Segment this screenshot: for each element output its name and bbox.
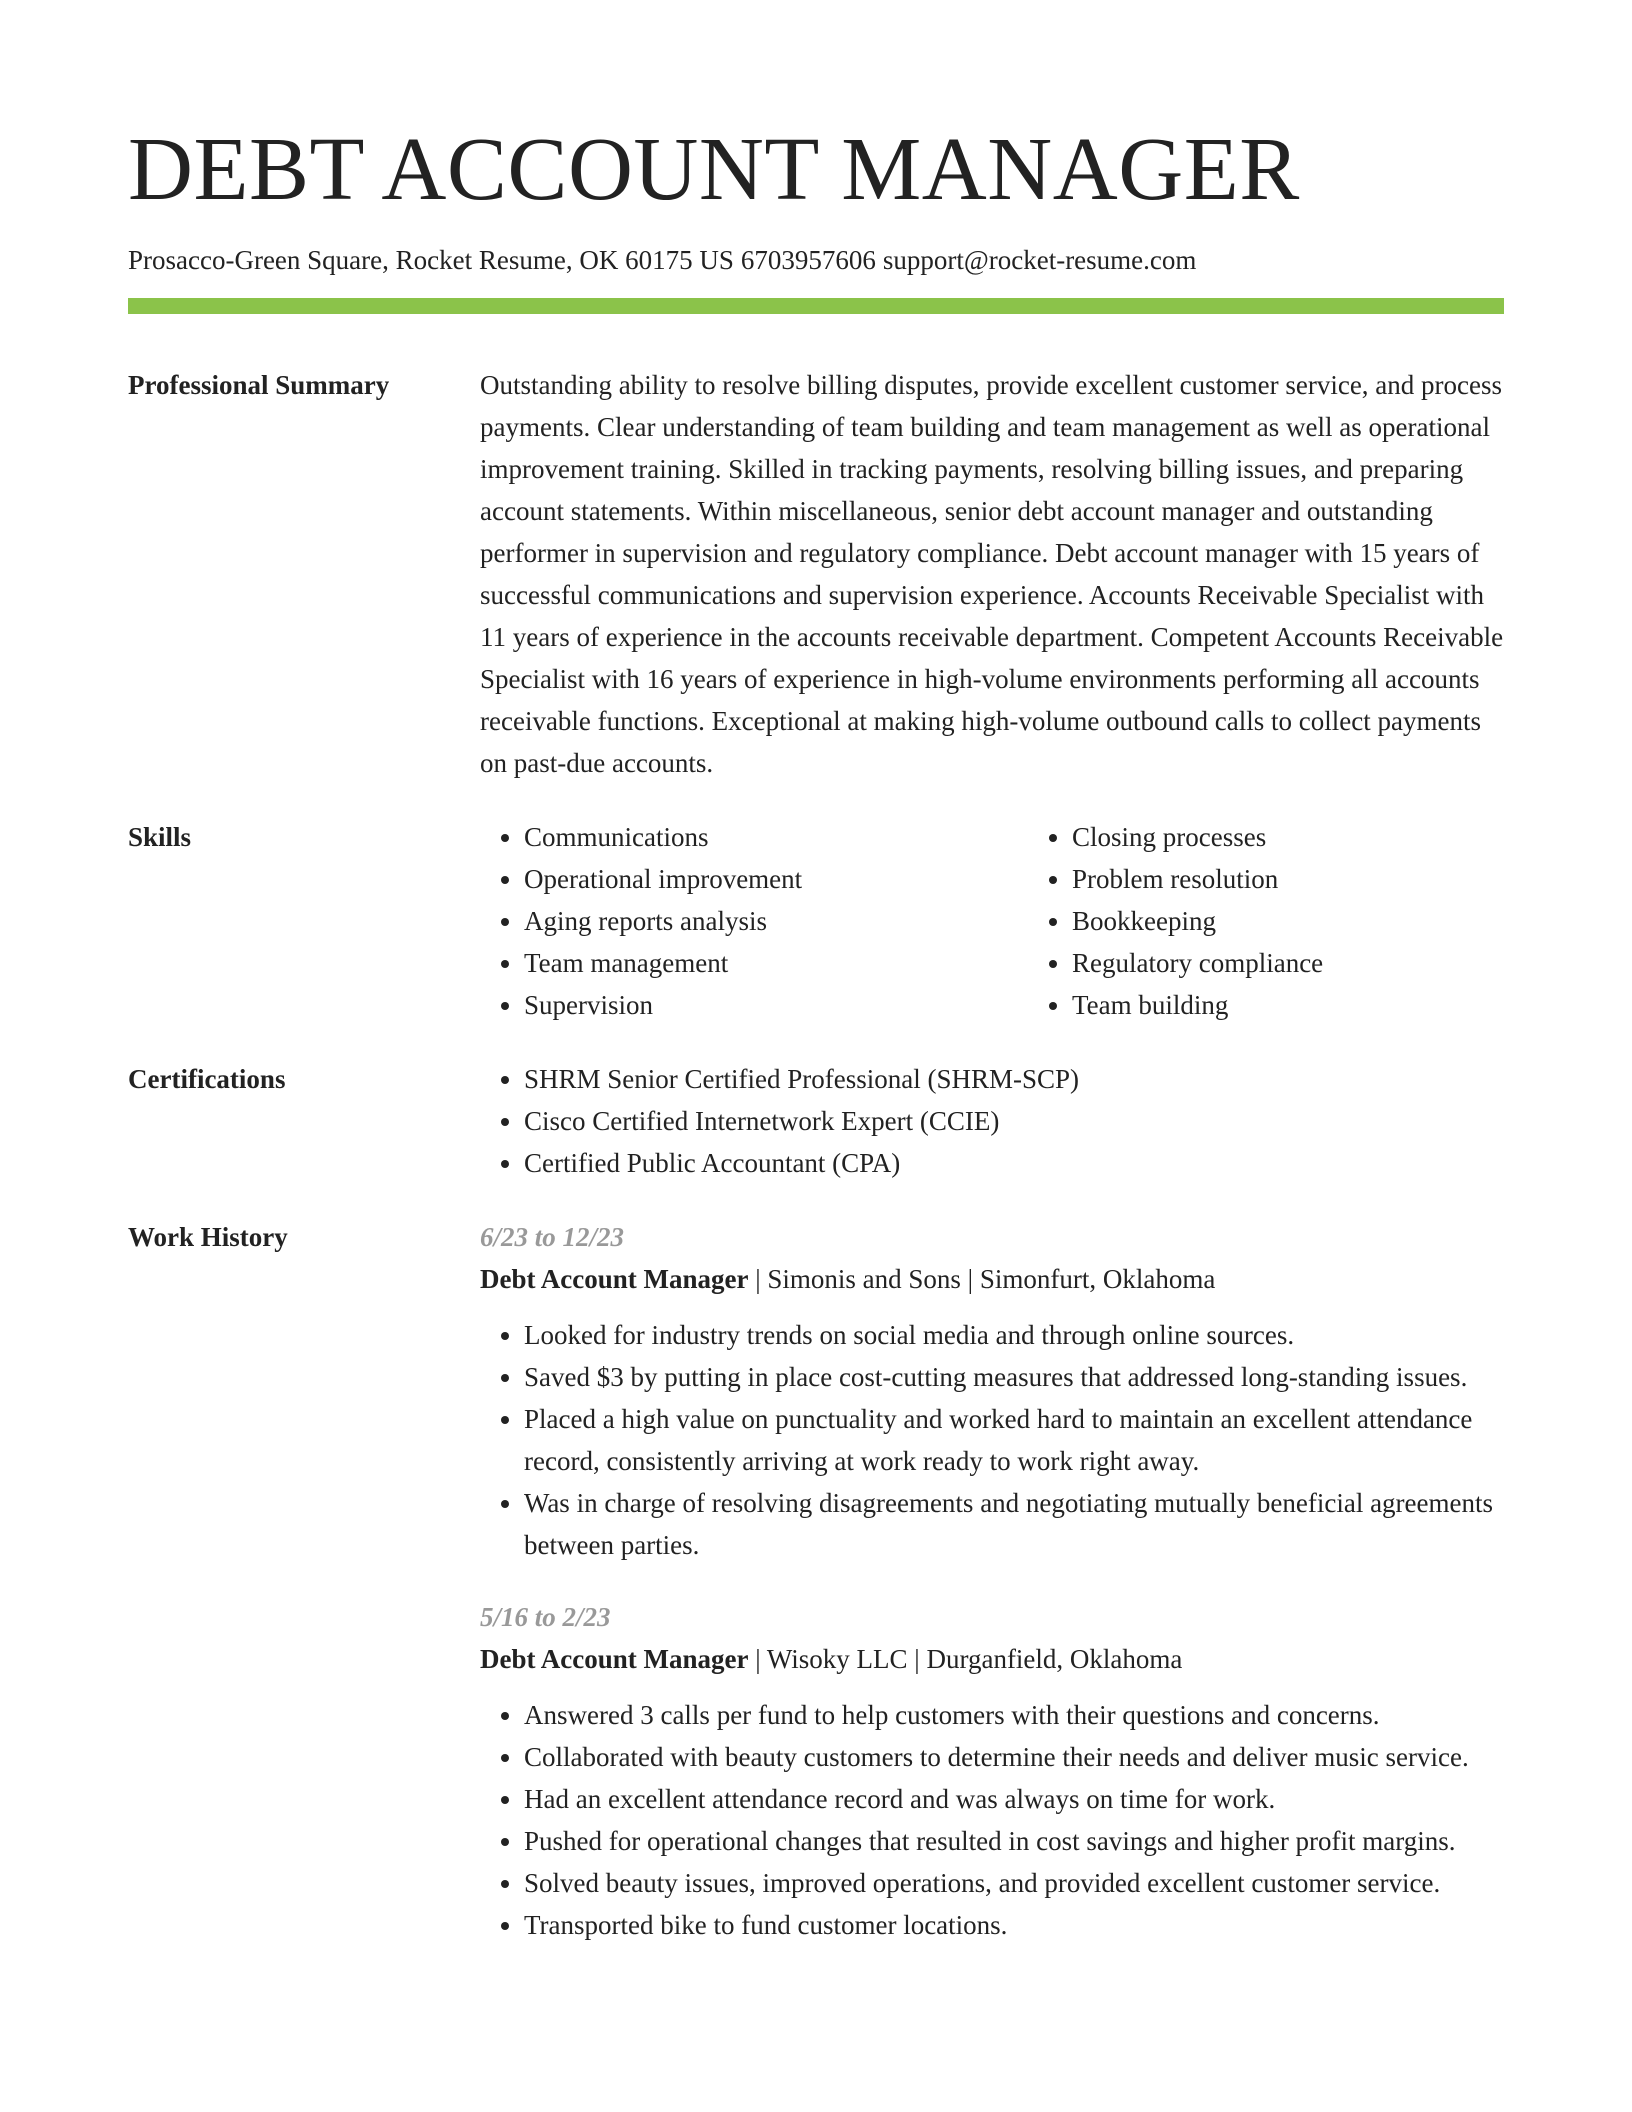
skills-list-right (1028, 816, 1576, 1026)
summary-section (128, 364, 1504, 784)
job-heading: Debt Account Manager | Simonis and Sons | Simonfurt, Oklahoma (480, 1264, 1216, 1294)
job-bullet: • Looked for industry trends on social media and through online sources. (524, 1314, 1504, 1356)
certifications-list (480, 1058, 1504, 1184)
job-bullet: • Solved beauty issues, improved operations, and provided excellent customer service. (524, 1862, 1504, 1904)
job-bullets (480, 1694, 1504, 1946)
certification-item: • Cisco Certified Internetwork Expert (CCIE) (524, 1100, 1504, 1142)
skill-item: • Team building (1072, 984, 1576, 1026)
certification-item: • SHRM Senior Certified Professional (SHRM-SCP) (524, 1058, 1504, 1100)
job-bullet: • Had an excellent attendance record and was always on time for work. (524, 1778, 1504, 1820)
certifications-section (128, 1058, 1504, 1184)
job-bullet: • Transported bike to fund customer locations. (524, 1904, 1504, 1946)
skills-columns (480, 816, 1576, 1026)
skill-item: • Bookkeeping (1072, 900, 1576, 942)
section-heading-skills: Skills (128, 822, 192, 852)
section-heading-work-history: Work History (128, 1222, 288, 1252)
skill-item: • Problem resolution (1072, 858, 1576, 900)
job-entry (480, 1596, 1504, 1946)
skill-item: • Supervision (524, 984, 1028, 1026)
summary-body (480, 364, 1504, 784)
job-bullet: • Placed a high value on punctuality and worked hard to maintain an excellent attendance record, consistently arriving at work ready to work right away. (524, 1398, 1504, 1482)
job-entry (480, 1216, 1504, 1566)
work-history-section (128, 1216, 1504, 1946)
job-bullet: • Was in charge of resolving disagreements and negotiating mutually beneficial agreements between parties. (524, 1482, 1504, 1566)
skills-section (128, 816, 1504, 1026)
job-heading: Debt Account Manager | Wisoky LLC | Durganfield, Oklahoma (480, 1644, 1183, 1674)
job-dates: 5/16 to 2/23 (480, 1602, 611, 1632)
header-divider (128, 298, 1504, 314)
job-location: Durganfield, Oklahoma (926, 1644, 1183, 1674)
job-title: Debt Account Manager (480, 1264, 749, 1294)
job-employer: Simonis and Sons (767, 1264, 961, 1294)
contact-line (128, 242, 1504, 278)
job-employer: Wisoky LLC (766, 1644, 908, 1674)
summary-text: Outstanding ability to resolve billing disputes, provide excellent customer service, and process payments. Clear understanding of team building and team management as well as operational improvement training. Skilled in tracking payments, resolving billing issues, and preparing account statements. Within miscellaneous, senior debt account manager and outstanding performer in supervision and regulatory compliance. Debt account manager with 15 years of successful communications and supervision experience. Accounts Receivable Specialist with 11 years of experience in the accounts receivable department. Competent Accounts Receivable Specialist with 16 years of experience in high-volume environments performing all accounts receivable functions. Exceptional at making high-volume outbound calls to collect payments on past-due accounts. (480, 370, 1504, 778)
skill-item: • Regulatory compliance (1072, 942, 1576, 984)
skills-list-left (480, 816, 1028, 1026)
job-dates: 6/23 to 12/23 (480, 1222, 625, 1252)
skill-item: • Aging reports analysis (524, 900, 1028, 942)
section-heading-summary: Professional Summary (128, 370, 390, 400)
certifications-body (480, 1058, 1504, 1184)
skill-item: • Communications (524, 816, 1028, 858)
skill-item: • Closing processes (1072, 816, 1576, 858)
skill-item: • Operational improvement (524, 858, 1028, 900)
contact-phone: 6703957606 (740, 245, 876, 275)
contact-email: support@rocket-resume.com (882, 245, 1197, 275)
job-bullets (480, 1314, 1504, 1566)
skill-item: • Team management (524, 942, 1028, 984)
job-bullet: • Collaborated with beauty customers to determine their needs and deliver music service. (524, 1736, 1504, 1778)
contact-address: Prosacco-Green Square, Rocket Resume, OK 60175 US (128, 245, 734, 275)
work-history-body (480, 1216, 1504, 1946)
page-title: DEBT ACCOUNT MANAGER (128, 120, 1300, 219)
job-bullet: • Saved $3 by putting in place cost-cutting measures that addressed long-standing issues. (524, 1356, 1504, 1398)
section-heading-certifications: Certifications (128, 1064, 286, 1094)
job-bullet: • Answered 3 calls per fund to help customers with their questions and concerns. (524, 1694, 1504, 1736)
job-bullet: • Pushed for operational changes that resulted in cost savings and higher profit margins. (524, 1820, 1504, 1862)
certification-item: • Certified Public Accountant (CPA) (524, 1142, 1504, 1184)
job-title: Debt Account Manager (480, 1644, 749, 1674)
job-location: Simonfurt, Oklahoma (979, 1264, 1216, 1294)
